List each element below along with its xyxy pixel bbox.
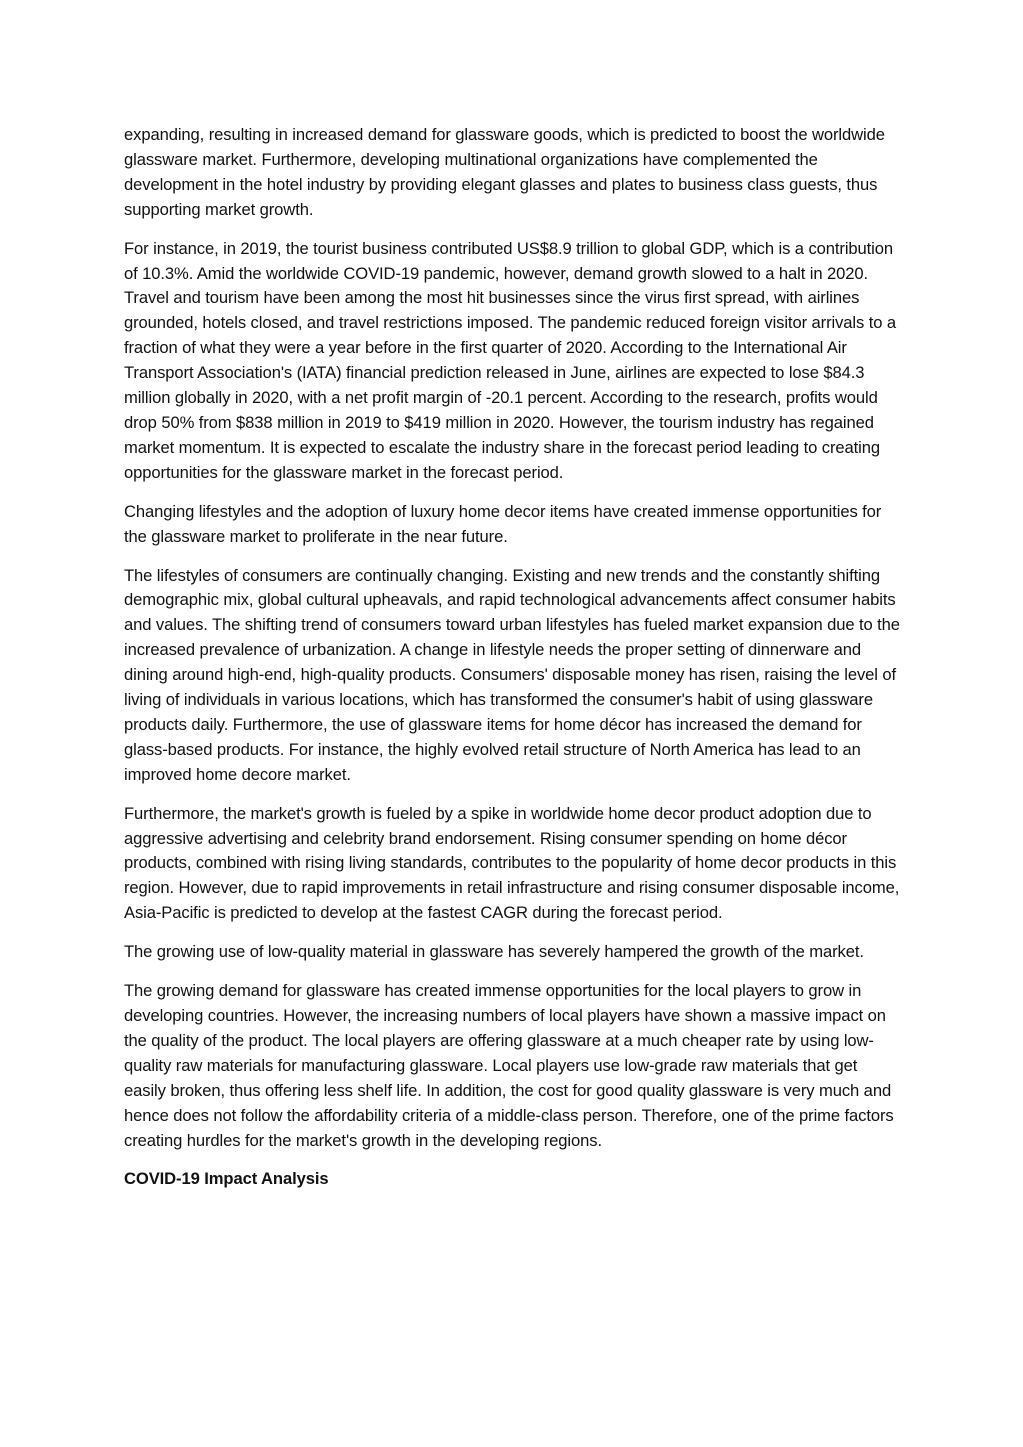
document-page	[124, 123, 902, 1206]
section-heading-covid-impact: COVID-19 Impact Analysis	[124, 1169, 329, 1189]
paragraph-tourism-statistics: For instance, in 2019, the tourist business contributed US$8.9 trillion to global GDP, which is a contribution of 10.3%. Amid the worldwide COVID-19 pandemic, however, demand growth slowed to a halt in 2020. Travel and tourism have been among the most hit businesses since the virus first spread, with airlines grounded, hotels closed, and travel restrictions imposed. The pandemic reduced foreign visitor arrivals to a fraction of what they were a year before in the first quarter of 2020. According to the International Air Transport Association's (IATA) financial prediction released in June, airlines are expected to lose $84.3 million globally in 2020, with a net profit margin of -20.1 percent. According to the research, profits would drop 50% from $838 million in 2019 to $419 million in 2020. However, the tourism industry has regained market momentum. It is expected to escalate the industry share in the forecast period leading to creating opportunities for the glassware market in the forecast period.	[124, 238, 896, 482]
paragraph-glassware-demand: expanding, resulting in increased demand for glassware goods, which is predicted to boost the worldwide glassware market. Furthermore, developing multinational organizations have complemented the development in the hotel industry by providing elegant glasses and plates to business class guests, thus supporting market growth.	[124, 125, 885, 219]
paragraph-low-quality-restraint: The growing use of low-quality material in glassware has severely hampered the growth of the market.	[124, 942, 864, 962]
paragraph-consumer-lifestyles: The lifestyles of consumers are continually changing. Existing and new trends and the constantly shifting demographic mix, global cultural upheavals, and rapid technological advancements affect consumer habits and values. The shifting trend of consumers toward urban lifestyles has fueled market expansion due to the increased prevalence of urbanization. A change in lifestyle needs the proper setting of dinnerware and dining around high-end, high-quality products. Consumers' disposable money has risen, raising the level of living of individuals in various locations, which has transformed the consumer's habit of using glassware products daily. Furthermore, the use of glassware items for home décor has increased the demand for glass-based products. For instance, the highly evolved retail structure of North America has lead to an improved home decore market.	[124, 565, 900, 784]
paragraph-local-players: The growing demand for glassware has created immense opportunities for the local players to grow in developing countries. However, the increasing numbers of local players have shown a massive impact on the quality of the product. The local players are offering glassware at a much cheaper rate by using low-quality raw materials for manufacturing glassware. Local players use low-grade raw materials that get easily broken, thus offering less shelf life. In addition, the cost for good quality glassware is very much and hence does not follow the affordability criteria of a middle-class person. Therefore, one of the prime factors creating hurdles for the market's growth in the developing regions.	[124, 981, 894, 1150]
paragraph-home-decor-growth: Furthermore, the market's growth is fueled by a spike in worldwide home decor product adoption due to aggressive advertising and celebrity brand endorsement. Rising consumer spending on home décor products, combined with rising living standards, contributes to the popularity of home decor products in this region. However, due to rapid improvements in retail infrastructure and rising consumer disposable income, Asia-Pacific is predicted to develop at the fastest CAGR during the forecast period.	[124, 803, 900, 923]
paragraph-lifestyle-opportunity: Changing lifestyles and the adoption of luxury home decor items have created immense opportunities for the glassware market to proliferate in the near future.	[124, 501, 882, 546]
